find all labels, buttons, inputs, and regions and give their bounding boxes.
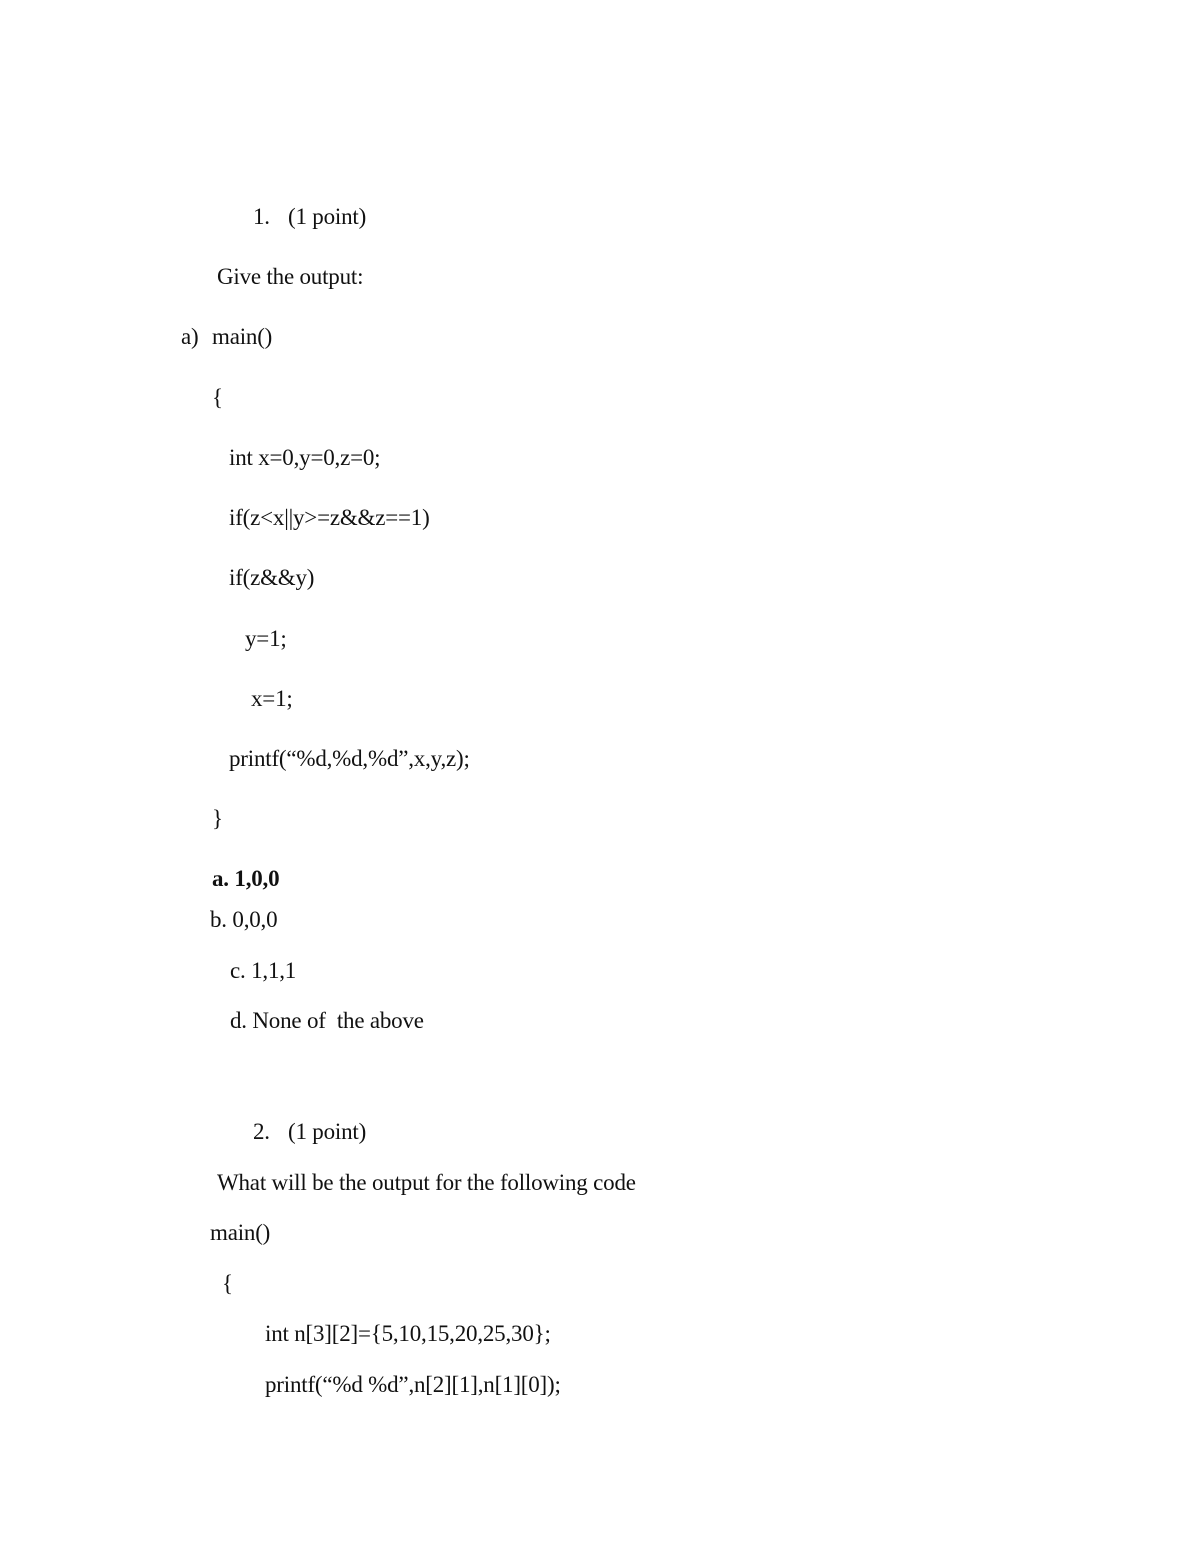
question-points: (1 point) <box>288 204 367 229</box>
code-line: int x=0,y=0,z=0; <box>229 445 381 470</box>
question-number: 2. <box>253 1119 270 1144</box>
code-line: if(z<x||y>=z&&z==1) <box>229 505 430 530</box>
code-line: main() <box>212 324 273 349</box>
answer-option-b: b. 0,0,0 <box>210 907 278 932</box>
code-line: } <box>212 806 223 831</box>
answer-option-c: c. 1,1,1 <box>230 958 297 983</box>
code-line: y=1; <box>245 626 287 651</box>
question-points: (1 point) <box>288 1119 367 1144</box>
code-line: main() <box>210 1220 271 1245</box>
answer-option-d: d. None of the above <box>230 1008 424 1033</box>
question-number: 1. <box>253 204 270 229</box>
part-marker: a) <box>181 324 199 349</box>
code-line: x=1; <box>251 686 293 711</box>
code-line: if(z&&y) <box>229 565 315 590</box>
question-prompt: Give the output: <box>217 264 364 289</box>
question-prompt: What will be the output for the following code <box>217 1170 636 1195</box>
answer-option-a: a. 1,0,0 <box>212 866 280 891</box>
code-line: { <box>222 1271 233 1296</box>
code-line: printf(“%d %d”,n[2][1],n[1][0]); <box>265 1372 561 1397</box>
code-line: printf(“%d,%d,%d”,x,y,z); <box>229 746 470 771</box>
code-line: int n[3][2]={5,10,15,20,25,30}; <box>265 1321 551 1346</box>
code-line: { <box>212 385 223 410</box>
